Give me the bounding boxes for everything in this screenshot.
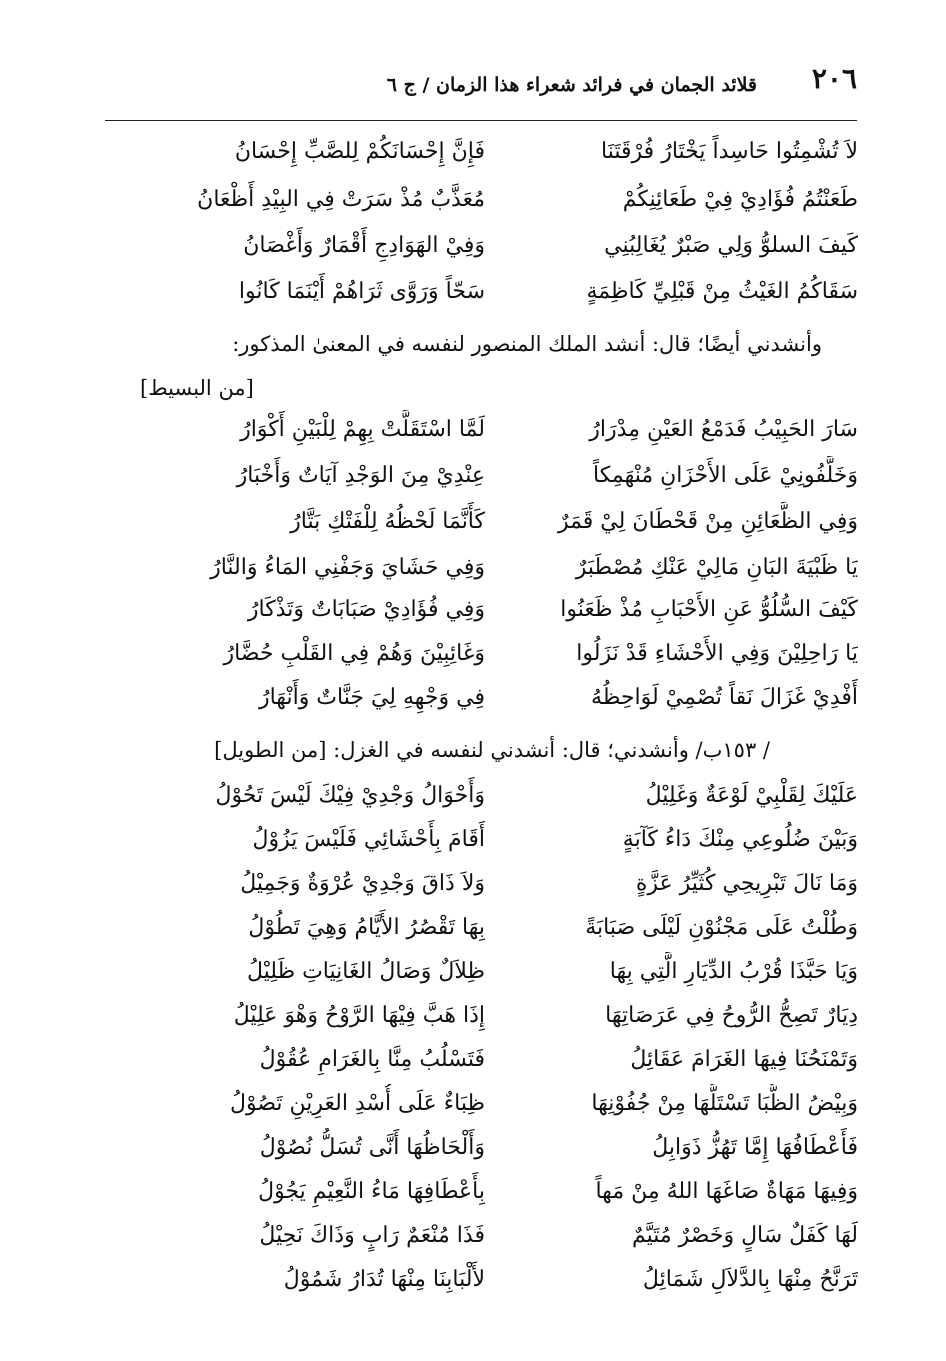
verse-second-hemistich: فَتَسْلُبُ مِنَّا بِالغَرَامِ عُقُوْلُ: [259, 1047, 485, 1072]
verse-second-hemistich: سَحّاً وَرَوَّى ثَرَاهُمْ أَيْنَمَا كَانُوا: [238, 279, 485, 304]
section-intro: / ١٥٣ب/ وأنشدني؛ قال: أنشدني لنفسه في الغزل: [من الطويل]: [214, 738, 770, 762]
header-divider: [105, 120, 857, 121]
verse-first-hemistich: وَفِي الظَّعَائِنِ مِنْ قَحْطَانَ لِيْ قَمَرٌ: [557, 509, 858, 534]
verse-second-hemistich: وَفِيْ الهَوَادِجِ أَقْمَارٌ وَأَغْصَانُ: [243, 233, 485, 258]
verse-second-hemistich: بِهَا تَقْصُرُ الأَيَّامُ وَهِيَ تَطُوْلُ: [248, 915, 485, 940]
verse-first-hemistich: لاَ تُشْمِتُوا حَاسِداً يَخْتَارُ فُرْقَتَنَا: [601, 139, 858, 164]
verse-first-hemistich: وَطُلْتُ عَلَى مَجْنُوْنِ لَيْلَى صَبَابَةً: [585, 915, 858, 940]
verse-first-hemistich: أَفْدِيْ غَزَالَ نَقاً تُصْمِيْ لَوَاحِظُهُ: [591, 685, 858, 710]
verse-first-hemistich: وَتَمْنَحُنَا فِيهَا الغَرَامَ عَقَائِلُ: [630, 1047, 858, 1072]
verse-second-hemistich: فِي وَجْهِهِ لِيَ جَنَّاتٌ وَأَنْهَارُ: [258, 685, 485, 710]
verse-first-hemistich: وَبَيْنَ ضُلُوعِي مِنْكَ دَاءُ كَآبَةٍ: [622, 827, 858, 852]
verse-second-hemistich: وَأَلْحَاظُهَا أَنَّى تُسَلُّ نُصُوْلُ: [259, 1135, 485, 1160]
verse-first-hemistich: وَفِيهَا مَهَاةٌ صَاغَهَا اللهُ مِنْ مَهاً: [595, 1179, 858, 1204]
verse-second-hemistich: وَفِي فُؤَادِيْ صَبَابَاتٌ وَتَذْكَارُ: [247, 597, 485, 622]
verse-second-hemistich: مُعَذَّبٌ مُذْ سَرَتْ فِي البِيْدِ أَظْعَانُ: [197, 187, 485, 212]
verse-second-hemistich: ظِلاَلٌ وَصَالُ الغَانِيَاتِ ظَلِيْلُ: [247, 959, 485, 984]
verse-first-hemistich: دِيَارٌ تَصِحُّ الرُّوحُ فِي عَرَصَاتِهَا: [605, 1003, 858, 1028]
verse-second-hemistich: لَمَّا اسْتَقَلَّتْ بِهِمْ لِلْبَيْنِ أَكْوَارُ: [240, 417, 485, 442]
verse-first-hemistich: طَعَنْتُمُ فُؤَادِيْ فِيْ طَعَائِنِكُمْ: [622, 187, 858, 212]
page-number: ٢٠٦: [811, 62, 857, 95]
verse-second-hemistich: وَأَحْوَالُ وَجْدِيْ فِيْكَ لَيْسَ تَحُوْلُ: [215, 783, 485, 808]
verse-first-hemistich: كَيْفَ السُّلُوُّ عَنِ الأَحْبَابِ مُذْ ظَعَنُوا: [560, 597, 858, 622]
verse-second-hemistich: وَغَائِبِيْنَ وَهُمْ فِي القَلْبِ حُضَّارُ: [223, 641, 485, 666]
verse-second-hemistich: كَأَنَّمَا لَحْظُهُ لِلْفَتْكِ بَتَّارُ: [290, 509, 485, 534]
verse-second-hemistich: وَفِي حَشَايَ وَجَفْنِي المَاءُ وَالنَّارُ: [210, 555, 485, 580]
verse-second-hemistich: عِنْدِيْ مِنَ الوَجْدِ آيَاتٌ وَأَخْبَارُ: [236, 463, 485, 488]
verse-first-hemistich: وَمَا نَالَ تَبْرِيحِي كُثَيِّرُ عَزَّةٍ: [635, 871, 858, 896]
verse-first-hemistich: وَيَا حَبَّذَا قُرْبُ الدِّيَارِ الَّتِي بِهَا: [609, 959, 858, 984]
verse-first-hemistich: عَلَيْكَ لِقَلْبِيْ لَوْعَةٌ وَغَلِيْلُ: [645, 783, 858, 808]
page-header: [105, 62, 857, 102]
verse-first-hemistich: يَا ظَبْيَةَ البَانِ مَالِيْ عَنْكِ مُصْطَبَرٌ: [575, 555, 858, 580]
verse-first-hemistich: سَقَاكُمُ الغَيْثُ مِنْ قَبْلِيِّ كَاظِمَةٍ: [586, 279, 858, 304]
verse-second-hemistich: لأَلْبَابِنَا مِنْهَا تُدَارُ شَمُوْلُ: [283, 1267, 485, 1292]
verse-first-hemistich: سَارَ الحَبِيْبُ فَدَمْعُ العَيْنِ مِدْرَارُ: [589, 417, 858, 442]
verse-first-hemistich: لَهَا كَفَلٌ سَالٍ وَخَصْرٌ مُتَيَّمٌ: [631, 1223, 858, 1248]
section-intro: وأنشدني أيضًا؛ قال: أنشد الملك المنصور لنفسه في المعنىٰ المذكور:: [232, 332, 822, 356]
verse-first-hemistich: تَرَنَّحُ مِنْهَا بِالدَّلاَلِ شَمَائِلُ: [642, 1267, 858, 1292]
verse-second-hemistich: ظِبَاءٌ عَلَى أُسْدِ العَرِيْنِ تَصُوْلُ: [230, 1091, 485, 1116]
verse-first-hemistich: وَخَلَّفُونِيْ عَلَى الأَحْزَانِ مُنْهَمِكاً: [593, 463, 858, 488]
verse-first-hemistich: كَيفَ السلوُّ وَلِي صَبْرٌ يُغَالِبُنِي: [604, 233, 858, 258]
meter-label: [من البسيط]: [140, 376, 254, 400]
verse-second-hemistich: إِذَا هَبَّ فِيْهَا الرَّوْحُ وَهْوَ عَلِيْلُ: [233, 1003, 485, 1028]
verse-first-hemistich: فَأَعْطَافُهَا إِمَّا تَهُزُّ ذَوَابِلُ: [652, 1135, 858, 1160]
verse-second-hemistich: وَلاَ ذَاقَ وَجْدِيْ عُرْوَةٌ وَجَمِيْلُ: [240, 871, 485, 896]
verse-second-hemistich: فَإِنَّ إِحْسَانَكُمْ لِلصَّبِّ إِحْسَانُ: [234, 139, 485, 164]
verse-first-hemistich: وَبِيْضُ الظُّبَا تَسْتَلُّهَا مِنْ جُفُوْنِهَا: [591, 1091, 858, 1116]
verse-second-hemistich: فَذَا مُنْعَمٌ رَابٍ وَذَاكَ نَحِيْلُ: [259, 1223, 485, 1248]
verse-first-hemistich: يَا رَاحِلِيْنَ وَفِي الأَحْشَاءِ قَدْ نَزَلُوا: [576, 641, 858, 666]
verse-second-hemistich: أَقَامَ بِأَحْشَائِي فَلَيْسَ يَزُوْلُ: [252, 827, 485, 852]
running-title: قلائد الجمان في فرائد شعراء هذا الزمان / ج ٦: [386, 74, 757, 96]
verse-second-hemistich: بِأَعْطَافِهَا مَاءُ النَّعِيْمِ يَجُوْلُ: [258, 1179, 485, 1204]
